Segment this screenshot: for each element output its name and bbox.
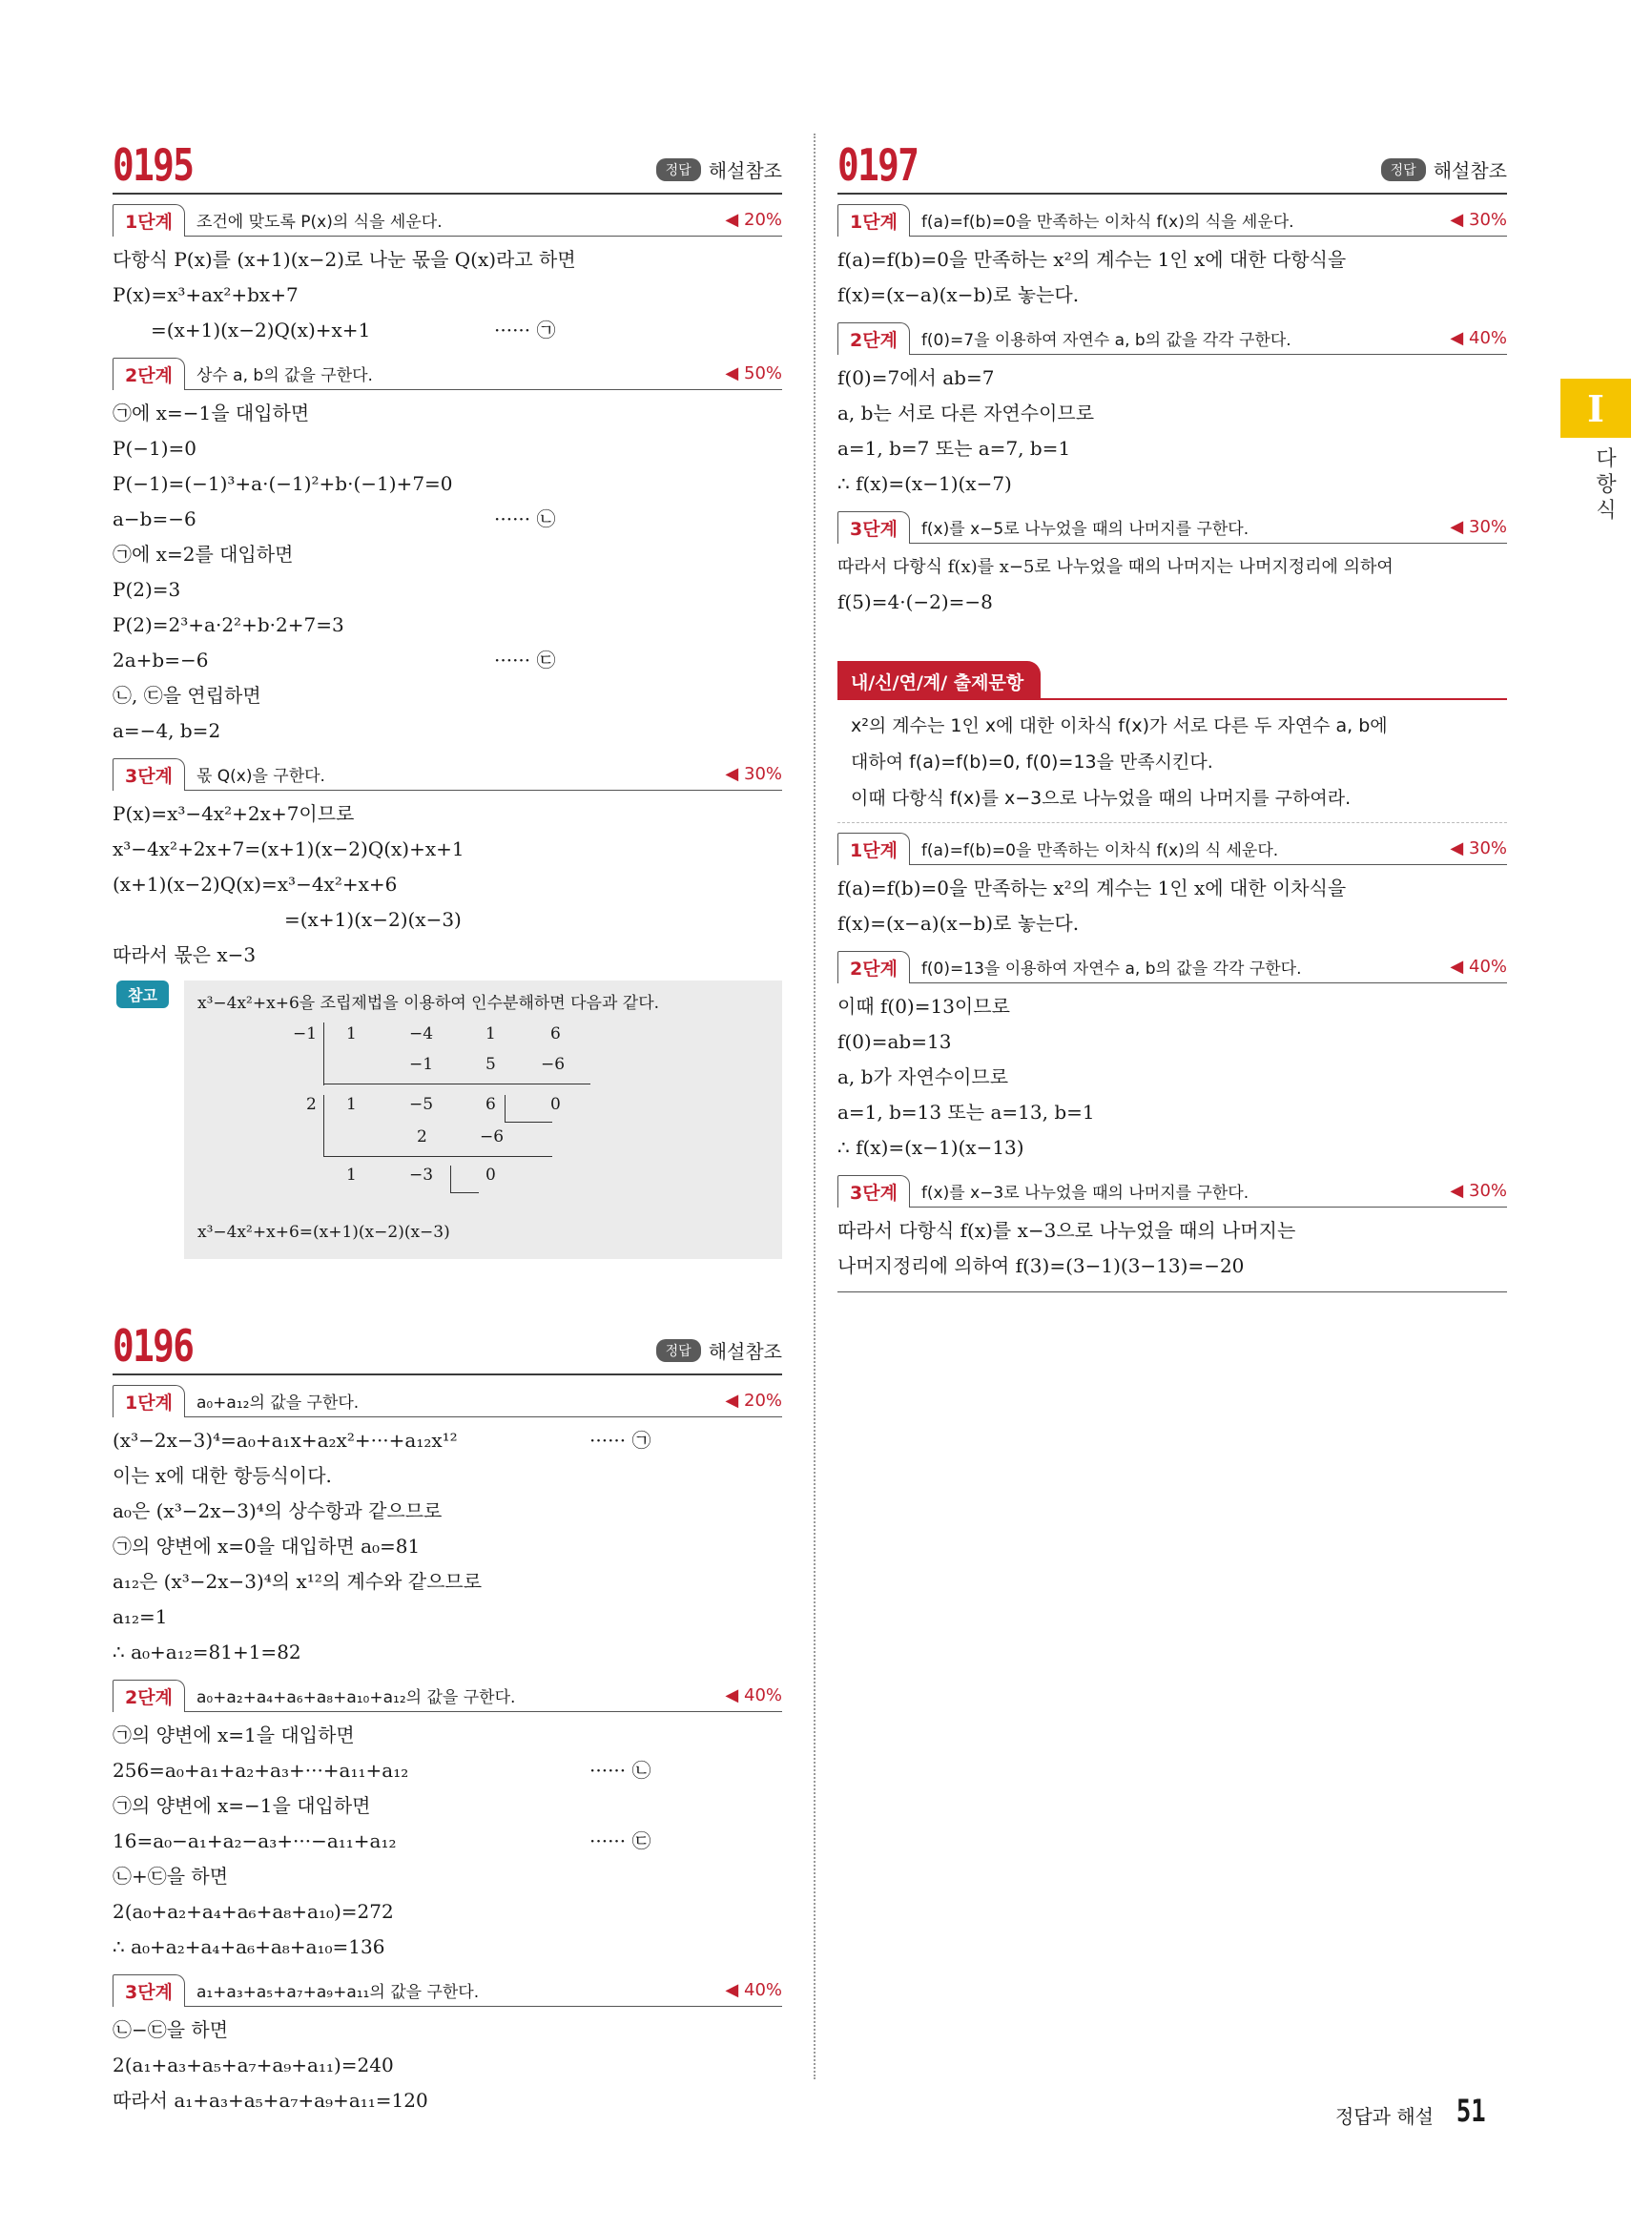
solution-line (113, 502, 782, 537)
solution-lines (113, 1712, 782, 1965)
synth-cell: −4 (409, 1024, 434, 1043)
synth-cell: 0 (485, 1166, 496, 1185)
solution-line: P(x)=x³+ax²+bx+7 (113, 283, 299, 306)
step-desc: f(a)=f(b)=0을 만족하는 이차식 f(x)의 식을 세운다. (920, 213, 1294, 232)
step-tag: 1단계 (837, 204, 910, 237)
solution-line: f(a)=f(b)=0을 만족하는 x²의 계수는 1인 x에 대한 이차식을 (837, 877, 1347, 899)
synth-bar (505, 1095, 506, 1122)
synth-line (505, 1122, 552, 1123)
step-desc: f(0)=13을 이용하여 자연수 a, b의 값을 각각 구한다. (920, 960, 1302, 979)
solution-line: a, b는 서로 다른 자연수이므로 (837, 402, 1095, 424)
equation-mark: ······ ㉠ (494, 319, 556, 341)
answer-tag: 정답 (656, 1339, 701, 1362)
footer-label: 정답과 해설 (1335, 2105, 1434, 2128)
step-percent: ◀ 20% (725, 210, 782, 230)
page-number: 51 (1456, 2093, 1486, 2129)
solution-line: 이때 f(0)=13이므로 (837, 995, 1010, 1018)
step-desc: f(a)=f(b)=0을 만족하는 이차식 f(x)의 식 세운다. (920, 841, 1279, 860)
synth-cell: −6 (541, 1055, 566, 1074)
solution-line: P(−1)=0 (113, 437, 197, 460)
step-header (113, 1385, 782, 1417)
solution-line: ∴ a₀+a₂+a₄+a₆+a₈+a₁₀=136 (113, 1935, 385, 1958)
solution-line: ㉠에 x=−1을 대입하면 (113, 402, 310, 424)
step-tag: 2단계 (113, 1680, 185, 1712)
synth-cell: 0 (550, 1095, 561, 1114)
column-divider (814, 134, 816, 2079)
step-tag: 1단계 (113, 204, 185, 237)
step-header (113, 1974, 782, 2007)
synth-cell: 2 (417, 1127, 427, 1146)
solution-line: ㉡+㉢을 하면 (113, 1865, 229, 1888)
solution-line: f(x)=(x−a)(x−b)로 놓는다. (837, 283, 1080, 306)
step-percent: ◀ 40% (725, 1685, 782, 1705)
solution-line: 따라서 a₁+a₃+a₅+a₇+a₉+a₁₁=120 (113, 2089, 428, 2112)
step-header (837, 951, 1507, 983)
solution-line: 따라서 몫은 x−3 (113, 943, 257, 966)
step-desc: f(x)를 x−5로 나누었을 때의 나머지를 구한다. (920, 520, 1249, 539)
equation-text: 2a+b=−6 (113, 649, 209, 671)
solution-line: ㉠의 양변에 x=0을 대입하면 a₀=81 (113, 1535, 421, 1558)
step-header (113, 204, 782, 237)
page-footer (1335, 2093, 1490, 2129)
step-header (837, 1175, 1507, 1208)
solution-line: ∴ f(x)=(x−1)(x−13) (837, 1136, 1024, 1159)
synth-line (323, 1156, 552, 1157)
equation-mark: ······ ㉢ (589, 1829, 651, 1852)
solution-line: 2(a₁+a₃+a₅+a₇+a₉+a₁₁)=240 (113, 2054, 394, 2076)
step-tag: 3단계 (837, 1175, 910, 1208)
step-header (837, 204, 1507, 237)
solution-line: a, b가 자연수이므로 (837, 1065, 1009, 1088)
solution-line: 2(a₀+a₂+a₄+a₆+a₈+a₁₀)=272 (113, 1900, 394, 1923)
synthetic-division (293, 1022, 617, 1213)
step-desc: 몫 Q(x)을 구한다. (196, 767, 325, 786)
step-header (113, 358, 782, 390)
synth-cell: 1 (346, 1095, 357, 1114)
equation-text: a−b=−6 (113, 507, 196, 530)
solution-line: a=1, b=13 또는 a=13, b=1 (837, 1101, 1095, 1124)
synth-cell: −1 (293, 1024, 318, 1043)
step-tag: 1단계 (837, 833, 910, 865)
solution-line: ㉠의 양변에 x=−1을 대입하면 (113, 1794, 371, 1817)
step-percent: ◀ 50% (725, 363, 782, 383)
question-line: x²의 계수는 1인 x에 대한 이차식 f(x)가 서로 다른 두 자연수 a, b에 (851, 715, 1388, 736)
answer-tag: 정답 (1381, 158, 1426, 181)
equation-mark: ······ ㉢ (494, 649, 556, 671)
solution-line: ㉡−㉢을 하면 (113, 2018, 229, 2041)
solution-line: f(a)=f(b)=0을 만족하는 x²의 계수는 1인 x에 대한 다항식을 (837, 248, 1347, 271)
step-percent: ◀ 30% (1450, 1181, 1507, 1201)
step-percent: ◀ 20% (725, 1391, 782, 1411)
solution-line (113, 313, 782, 348)
problem-header-0197 (837, 132, 1507, 195)
step-percent: ◀ 30% (1450, 517, 1507, 537)
synth-cell: 6 (550, 1024, 561, 1043)
chapter-label: 다 항 식 (1596, 447, 1617, 523)
synth-cell: 2 (306, 1095, 317, 1114)
solution-lines (837, 983, 1507, 1166)
step-desc: f(0)=7을 이용하여 자연수 a, b의 값을 각각 구한다. (920, 331, 1291, 350)
solution-line: a₁₂=1 (113, 1605, 168, 1628)
equation-text: 256=a₀+a₁+a₂+a₃+···+a₁₁+a₁₂ (113, 1759, 409, 1782)
naesin-question (837, 700, 1507, 823)
solution-line: ∴ f(x)=(x−1)(x−7) (837, 472, 1012, 495)
reference-result: x³−4x²+x+6=(x+1)(x−2)(x−3) (197, 1223, 450, 1242)
synth-bar (323, 1022, 324, 1085)
solution-line: 나머지정리에 의하여 f(3)=(3−1)(3−13)=−20 (837, 1254, 1245, 1277)
answer-tag: 정답 (656, 158, 701, 181)
solution-line: P(x)=x³−4x²+2x+7이므로 (113, 802, 355, 825)
problem-number: 0197 (837, 139, 919, 191)
step-percent: ◀ 40% (1450, 328, 1507, 348)
step-header (837, 511, 1507, 544)
step-tag: 3단계 (837, 511, 910, 544)
step-percent: ◀ 30% (1450, 838, 1507, 858)
solution-line: P(2)=3 (113, 578, 181, 601)
solution-lines (837, 865, 1507, 941)
equation-mark: ······ ㉡ (589, 1759, 651, 1782)
reference-intro: x³−4x²+x+6을 조립제법을 이용하여 인수분해하면 다음과 같다. (197, 994, 660, 1013)
left-column (113, 132, 782, 2118)
step-tag: 3단계 (113, 1974, 185, 2007)
synth-bar (450, 1166, 451, 1192)
solution-lines (837, 355, 1507, 502)
step-tag: 3단계 (113, 758, 185, 791)
step-desc: 상수 a, b의 값을 구한다. (196, 366, 373, 385)
solution-line (113, 1753, 782, 1788)
solution-line: 따라서 다항식 f(x)를 x−5로 나누었을 때의 나머지는 나머지정리에 의하여 (837, 557, 1394, 577)
step-header (837, 833, 1507, 865)
solution-line: a=1, b=7 또는 a=7, b=1 (837, 437, 1071, 460)
naesin-header (837, 658, 1507, 700)
step-desc: 조건에 맞도록 P(x)의 식을 세운다. (196, 213, 443, 232)
solution-line: a₁₂은 (x³−2x−3)⁴의 x¹²의 계수와 같으므로 (113, 1570, 483, 1593)
synth-cell: −3 (409, 1166, 434, 1185)
solution-line (113, 1423, 782, 1458)
answer-ref (1381, 155, 1507, 183)
solution-line: f(5)=4·(−2)=−8 (837, 590, 993, 613)
reference-box (113, 981, 782, 1259)
solution-line: f(x)=(x−a)(x−b)로 놓는다. (837, 912, 1080, 935)
solution-line: f(0)=7에서 ab=7 (837, 366, 995, 389)
solution-lines (113, 390, 782, 749)
step-header (113, 758, 782, 791)
solution-line: a₀은 (x³−2x−3)⁴의 상수항과 같으므로 (113, 1499, 443, 1522)
step-tag: 1단계 (113, 1385, 185, 1417)
solution-line: 이는 x에 대한 항등식이다. (113, 1464, 332, 1487)
equation-mark: ······ ㉡ (494, 507, 556, 530)
solution-lines (113, 1417, 782, 1670)
problem-number: 0196 (113, 1320, 194, 1372)
solution-line: (x+1)(x−2)Q(x)=x³−4x²+x+6 (113, 873, 398, 896)
answer-ref (656, 155, 782, 183)
equation-mark: ······ ㉠ (589, 1429, 651, 1452)
synth-line (450, 1192, 479, 1193)
synth-cell: 1 (346, 1024, 357, 1043)
solution-lines (113, 2007, 782, 2118)
solution-line: ∴ a₀+a₁₂=81+1=82 (113, 1641, 301, 1663)
step-percent: ◀ 40% (725, 1980, 782, 2000)
step-percent: ◀ 40% (1450, 957, 1507, 977)
step-percent: ◀ 30% (725, 764, 782, 784)
step-desc: a₁+a₃+a₅+a₇+a₉+a₁₁의 값을 구한다. (196, 1983, 480, 2002)
solution-lines (837, 1208, 1507, 1292)
solution-lines (837, 544, 1507, 620)
synth-bar (323, 1095, 324, 1156)
equation-text: 16=a₀−a₁+a₂−a₃+···−a₁₁+a₁₂ (113, 1829, 397, 1852)
reference-content (184, 981, 782, 1259)
step-header (113, 1680, 782, 1712)
step-percent: ◀ 30% (1450, 210, 1507, 230)
solution-lines (837, 237, 1507, 313)
chapter-tab[interactable]: I (1560, 379, 1631, 438)
solution-line: ㉠에 x=2를 대입하면 (113, 543, 294, 566)
solution-lines (113, 791, 782, 973)
step-desc: a₀+a₁₂의 값을 구한다. (196, 1394, 360, 1413)
step-header (837, 322, 1507, 355)
solution-line: 따라서 다항식 f(x)를 x−3으로 나누었을 때의 나머지는 (837, 1219, 1296, 1242)
naesin-tag: 내/신/연/계/ 출제문항 (837, 661, 1041, 700)
step-tag: 2단계 (113, 358, 185, 390)
right-column (837, 132, 1507, 1292)
solution-line: P(−1)=(−1)³+a·(−1)²+b·(−1)+7=0 (113, 472, 453, 495)
synth-cell: −6 (480, 1127, 505, 1146)
synth-cell: 1 (485, 1024, 496, 1043)
solution-lines (113, 237, 782, 348)
answer-text: 해설참조 (708, 1340, 782, 1363)
step-tag: 2단계 (837, 951, 910, 983)
solution-line: 다항식 P(x)를 (x+1)(x−2)로 나눈 몫을 Q(x)라고 하면 (113, 248, 576, 271)
solution-line: P(2)=2³+a·2²+b·2+7=3 (113, 613, 344, 636)
solution-line: f(0)=ab=13 (837, 1030, 952, 1053)
solution-line: ㉠의 양변에 x=1을 대입하면 (113, 1724, 355, 1746)
question-line: 대하여 f(a)=f(b)=0, f(0)=13을 만족시킨다. (851, 752, 1213, 773)
step-tag: 2단계 (837, 322, 910, 355)
synth-cell: −1 (409, 1055, 434, 1074)
equation-text: (x³−2x−3)⁴=a₀+a₁x+a₂x²+···+a₁₂x¹² (113, 1429, 458, 1452)
question-line: 이때 다항식 f(x)를 x−3으로 나누었을 때의 나머지를 구하여라. (851, 788, 1352, 809)
step-desc: a₀+a₂+a₄+a₆+a₈+a₁₀+a₁₂의 값을 구한다. (196, 1688, 516, 1707)
problem-number: 0195 (113, 139, 194, 191)
answer-text: 해설참조 (1433, 159, 1507, 182)
step-desc: f(x)를 x−3로 나누었을 때의 나머지를 구한다. (920, 1184, 1249, 1203)
problem-header-0195 (113, 132, 782, 195)
solution-line: x³−4x²+2x+7=(x+1)(x−2)Q(x)+x+1 (113, 837, 465, 860)
synth-cell: 5 (485, 1055, 496, 1074)
synth-cell: −5 (409, 1095, 434, 1114)
solution-line: ㉡, ㉢을 연립하면 (113, 684, 261, 707)
equation-text: =(x+1)(x−2)Q(x)+x+1 (151, 319, 371, 341)
solution-line: =(x+1)(x−2)(x−3) (284, 908, 462, 931)
answer-text: 해설참조 (708, 159, 782, 182)
solution-line (113, 643, 782, 678)
problem-header-0196 (113, 1312, 782, 1375)
solution-line: a=−4, b=2 (113, 719, 221, 742)
synth-cell: 1 (346, 1166, 357, 1185)
answer-ref (656, 1336, 782, 1364)
reference-tag: 참고 (116, 981, 169, 1008)
solution-line (113, 1824, 782, 1859)
synth-cell: 6 (485, 1095, 496, 1114)
